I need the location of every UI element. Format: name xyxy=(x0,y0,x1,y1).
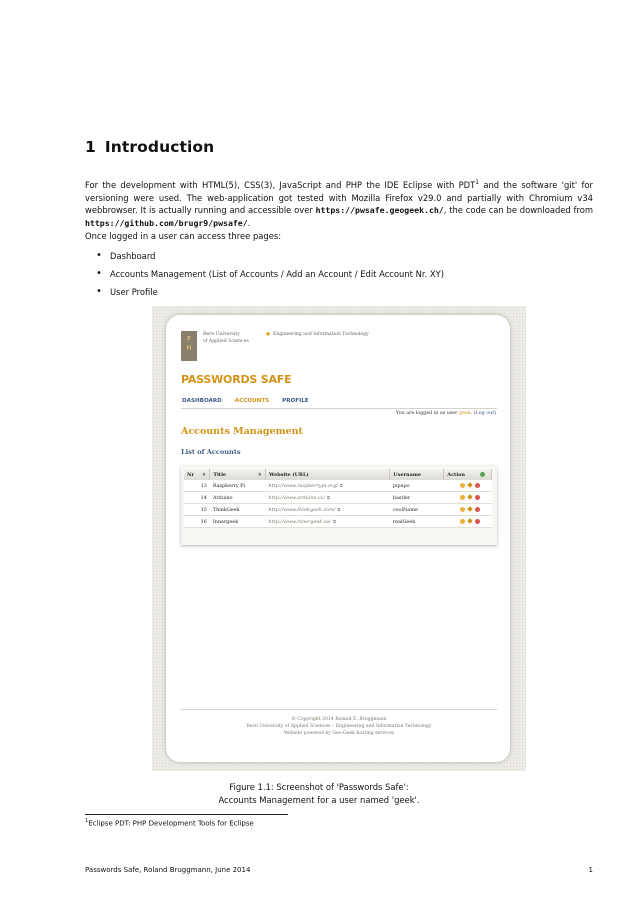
page-footer: Passwords Safe, Roland Bruggmann, June 2014 xyxy=(85,866,251,874)
list-item: • User Profile xyxy=(96,286,444,304)
cell-actions xyxy=(444,492,492,504)
page-number: 1 xyxy=(588,866,593,874)
footnote xyxy=(85,818,254,827)
footer-line: Bern University of Applied Sciences – Engineering and Information Technology xyxy=(246,724,432,730)
university-name xyxy=(203,332,249,345)
external-link-icon[interactable]: ⧉ xyxy=(333,518,336,524)
external-link-icon[interactable]: ⧉ xyxy=(339,482,343,488)
cell-actions xyxy=(444,480,492,492)
accounts-table-panel xyxy=(181,466,497,545)
cell-actions xyxy=(444,504,492,516)
section-heading xyxy=(85,138,214,156)
screenshot-figure xyxy=(152,306,526,771)
footer-divider xyxy=(181,709,497,710)
code-url[interactable]: https://github.com/brugr9/pwsafe/ xyxy=(85,217,248,228)
cell-title: ThinkGeek xyxy=(210,504,266,516)
delete-icon[interactable] xyxy=(475,519,480,524)
cell-website[interactable] xyxy=(266,516,390,528)
app-footer xyxy=(181,716,497,738)
cell-website[interactable] xyxy=(266,492,390,504)
footer-line: Website powered by Geo-Geek hosting services xyxy=(283,731,395,737)
col-label: Title xyxy=(213,471,227,478)
cell-website[interactable] xyxy=(266,504,390,516)
col-username[interactable]: Username xyxy=(390,469,444,480)
list-heading: List of Accounts xyxy=(181,448,241,456)
cell-title: Arduino xyxy=(210,492,266,504)
website-link[interactable]: http://www.raspberrypi.org/ xyxy=(268,482,338,489)
website-link[interactable]: http://www.arduino.cc/ xyxy=(268,494,326,501)
show-password-icon[interactable] xyxy=(460,495,465,500)
accounts-table xyxy=(184,469,492,528)
app-title: PASSWORDS SAFE xyxy=(181,373,292,386)
footer-line: © Copyright 2014 Roland E. Bruggmann xyxy=(291,717,387,722)
cell-username: pipapo xyxy=(390,480,444,492)
edit-icon[interactable] xyxy=(467,506,473,512)
login-sep: . ( xyxy=(470,411,476,416)
caption-line: Accounts Management for a user named 'geek'. xyxy=(218,794,420,805)
delete-icon[interactable] xyxy=(475,507,480,512)
intro-paragraph xyxy=(85,179,593,229)
login-prefix: You are logged in as user xyxy=(396,411,459,416)
sort-icon[interactable]: ♦ xyxy=(257,471,263,478)
show-password-icon[interactable] xyxy=(460,507,465,512)
edit-icon[interactable] xyxy=(467,482,473,488)
nav-accounts[interactable]: ACCOUNTS xyxy=(234,398,270,404)
live-url[interactable]: https://pwsafe.geogeek.ch/ xyxy=(315,205,444,216)
intro-text-4: . xyxy=(247,217,251,228)
caption-line: Figure 1.1: Screenshot of 'Passwords Safe': xyxy=(229,782,409,792)
table-row xyxy=(184,492,492,504)
login-suffix: ) xyxy=(494,411,496,416)
cell-nr: 16 xyxy=(184,516,210,528)
external-link-icon[interactable]: ⧉ xyxy=(327,494,330,500)
pages-intro: Once logged in a user can access three pages: xyxy=(85,231,282,241)
list-item: • Accounts Management (List of Accounts / Add an Account / Edit Account Nr. XY) xyxy=(96,268,444,286)
cell-title: Innergeek xyxy=(210,516,266,528)
logout-link[interactable]: Log out xyxy=(475,411,495,416)
department-name xyxy=(266,332,369,337)
bullet-icon: ● xyxy=(266,332,271,337)
nav-divider xyxy=(181,408,497,409)
cell-username: coolName xyxy=(390,504,444,516)
table-row xyxy=(184,516,492,528)
cell-title: Raspberry Pi xyxy=(210,480,266,492)
col-label: Action xyxy=(447,471,465,478)
website-link[interactable]: http://www.thinkgeek.com/ xyxy=(268,506,336,513)
university-line: of Applied Sciences xyxy=(203,338,249,344)
university-line: Bern University xyxy=(203,332,240,337)
footnote-ref[interactable]: 1 xyxy=(475,179,480,187)
cell-website[interactable] xyxy=(266,480,390,492)
website-link[interactable]: http://www.innergeek.us/ xyxy=(268,518,332,525)
cell-nr: 15 xyxy=(184,504,210,516)
login-status xyxy=(396,411,496,416)
cell-username: realGeek xyxy=(390,516,444,528)
intro-text-3: , the code can be downloaded from xyxy=(443,205,594,216)
col-label: Nr xyxy=(187,471,195,478)
delete-icon[interactable] xyxy=(475,483,480,488)
logo-letter: F xyxy=(186,335,192,343)
intro-text-2: and the software 'git' for versioning were used. The web-application got tested with Mozilla Firefox v29.0 and partially with Chromium v34 webbrowser. It is actually running and accessible over xyxy=(85,180,593,216)
table-row xyxy=(184,480,492,492)
footnote-text: Eclipse PDT: PHP Development Tools for Eclipse xyxy=(88,819,254,828)
col-title[interactable] xyxy=(210,469,266,480)
col-website[interactable]: Website (URL) xyxy=(266,469,390,480)
figure-caption xyxy=(0,781,638,806)
logo-letter: H xyxy=(186,344,192,352)
external-link-icon[interactable]: ⧉ xyxy=(337,506,341,512)
show-password-icon[interactable] xyxy=(460,519,465,524)
section-number: 1 xyxy=(85,138,96,156)
footnote-rule xyxy=(85,814,288,815)
show-password-icon[interactable] xyxy=(460,483,465,488)
nav-profile[interactable]: PROFILE xyxy=(282,398,309,404)
nav-dashboard[interactable]: DASHBOARD xyxy=(182,398,222,404)
page-list xyxy=(96,250,444,304)
department-label: Engineering and Information Technology xyxy=(273,332,369,337)
university-logo xyxy=(181,331,197,361)
app-window xyxy=(166,315,510,762)
delete-icon[interactable] xyxy=(475,495,480,500)
cell-username: bastler xyxy=(390,492,444,504)
edit-icon[interactable] xyxy=(467,518,473,524)
main-nav xyxy=(182,398,320,404)
col-action xyxy=(444,469,492,480)
cell-actions xyxy=(444,516,492,528)
table-header-row xyxy=(184,469,492,480)
login-username[interactable]: geek xyxy=(458,411,471,416)
table-row xyxy=(184,504,492,516)
list-item: • Dashboard xyxy=(96,250,444,268)
footnote-mark: 1 xyxy=(85,818,89,824)
add-account-icon[interactable] xyxy=(480,472,485,477)
intro-text-1: For the development with HTML(5), CSS(3), JavaScript and PHP the IDE Eclipse with PDT xyxy=(85,180,476,190)
section-title: Introduction xyxy=(104,138,215,156)
edit-icon[interactable] xyxy=(467,494,473,500)
cell-nr: 13 xyxy=(184,480,210,492)
sort-icon[interactable]: ♦ xyxy=(201,471,207,478)
cell-nr: 14 xyxy=(184,492,210,504)
page-heading: Accounts Management xyxy=(181,426,303,437)
col-nr[interactable] xyxy=(184,469,210,480)
